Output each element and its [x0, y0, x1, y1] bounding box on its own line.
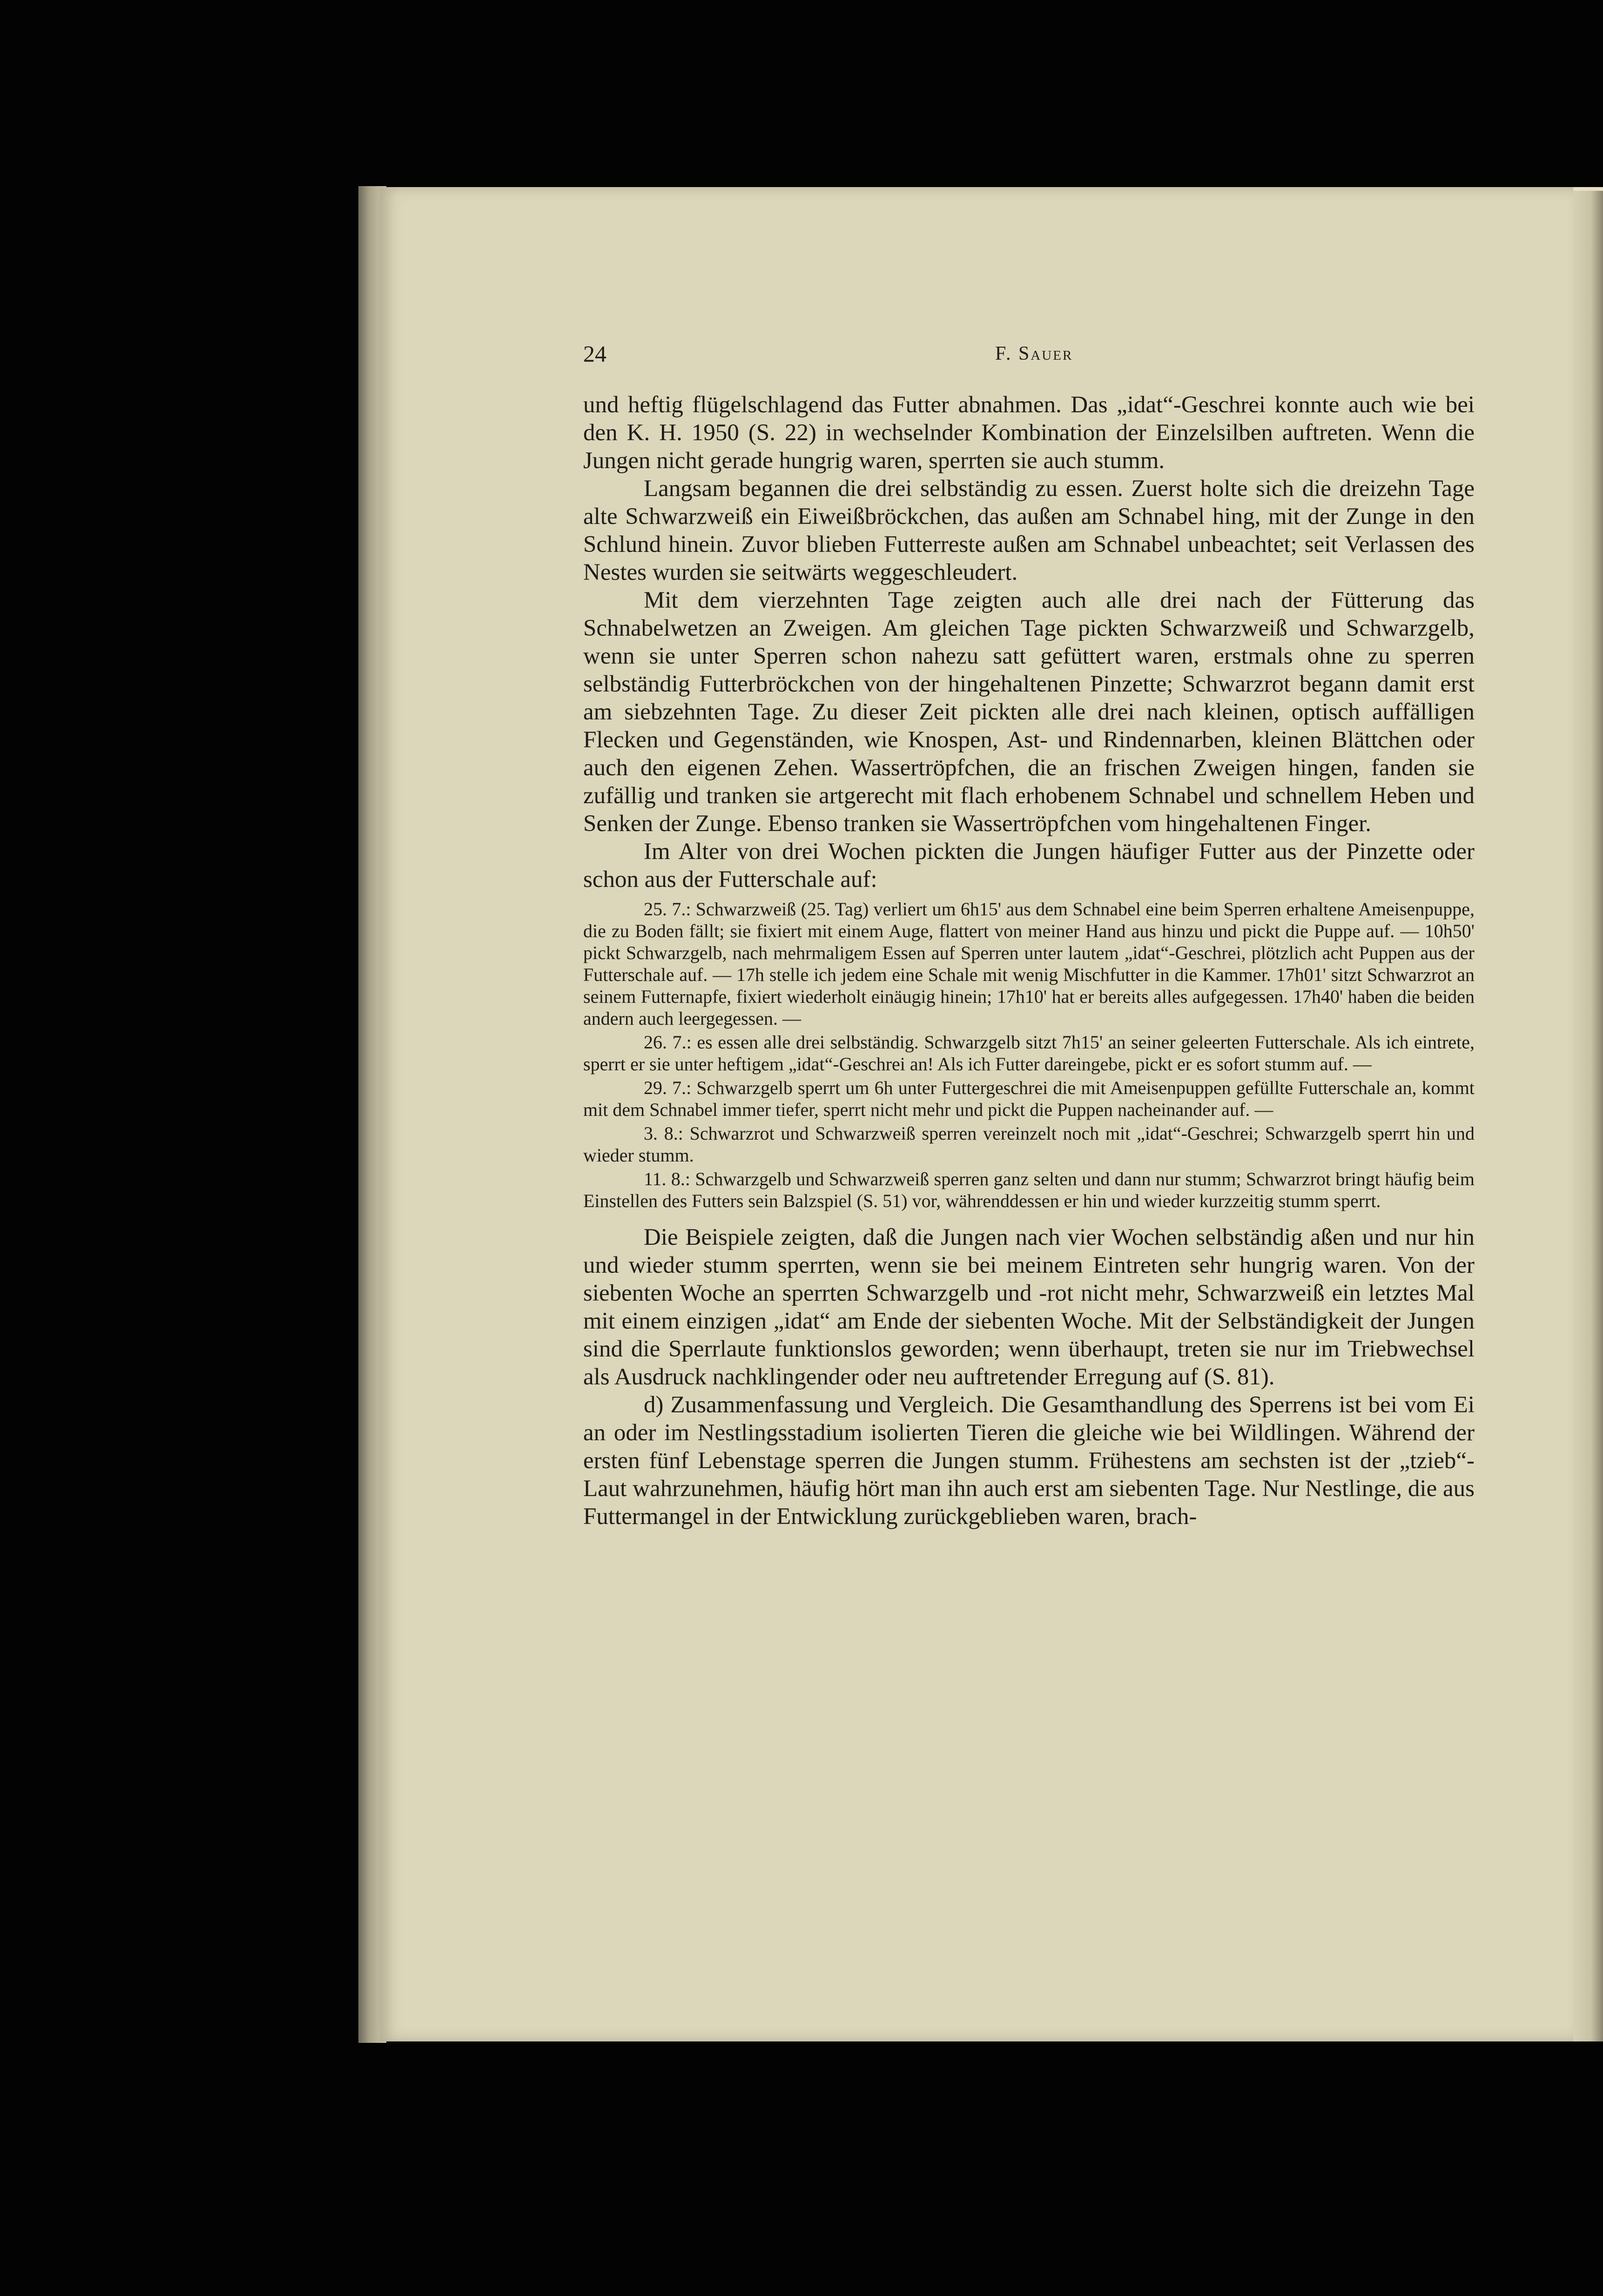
page-content: [583, 340, 1475, 1531]
running-head-author: [995, 340, 1073, 368]
paragraph: und heftig flügelschlagend das Futter abnahmen. Das „idat“-Geschrei konnte auch wie bei den K. H. 1950 (S. 22) in wechselnder Kombination der Einzelsilben auftreten. Wenn die Jungen nicht gerade hungrig waren, sperrten sie auch stumm.: [583, 392, 1475, 474]
paragraph: Im Alter von drei Wochen pickten die Jungen häufiger Futter aus der Pinzette oder schon aus der Futterschale auf:: [583, 839, 1475, 893]
paragraph: Die Beispiele zeigten, daß die Jungen nach vier Wochen selbständig aßen und nur hin und wieder stumm sperrten, wenn sie bei meinem Eintreten sehr hungrig waren. Von der siebenten Woche an sperrten Schwarzgelb und -rot nicht mehr, Schwarzweiß ein letztes Mal mit einem einzigen „idat“ am Ende der siebenten Woche. Mit der Selbständigkeit der Jungen sind die Sperrlaute funktionslos geworden; wenn überhaupt, treten sie nur im Triebwechsel als Ausdruck nachklingender oder neu auftretender Erregung auf (S. 81).: [583, 1224, 1475, 1390]
paragraph: d) Zusammenfassung und Vergleich. Die Gesamthandlung des Sperrens ist bei vom Ei an oder im Nestlingsstadium isolierten Tieren die gleiche wie bei Wildlingen. Während der ersten fünf Lebenstage sperren die Jungen stumm. Frühestens am sechsten ist der „tzieb“-Laut wahrzunehmen, häufig hört man ihn auch erst am siebenten Tage. Nur Nestlinge, die aus Futtermangel in der Entwicklung zurückgeblieben waren, brach-: [583, 1392, 1475, 1530]
paragraph: Langsam begannen die drei selbständig zu essen. Zuerst holte sich die dreizehn Tage alte Schwarzweiß ein Eiweißbröckchen, das außen am Schnabel hing, mit der Zunge in den Schlund hinein. Zuvor blieben Futterreste außen am Schnabel unbeachtet; seit Verlassen des Nestes wurden sie seitwärts weggeschleudert.: [583, 476, 1475, 585]
author-initial: F.: [995, 343, 1012, 364]
observation-notes: [583, 898, 1475, 1212]
running-header: [583, 340, 1475, 377]
page-number: 24: [583, 341, 606, 367]
page-edges: [1573, 187, 1603, 2041]
body-text-bottom: [583, 1223, 1475, 1531]
note-entry: 3. 8.: Schwarzrot und Schwarzweiß sperren vereinzelt noch mit „idat“-Geschrei; Schwarzgelb sperrt hin und wieder stumm.: [583, 1123, 1475, 1166]
note-entry: 11. 8.: Schwarzgelb und Schwarzweiß sperren ganz selten und dann nur stumm; Schwarzrot bringt häufig beim Einstellen des Futters sein Balzspiel (S. 51) vor, währenddessen er hin und wieder kurzzeitig stumm sperrt.: [583, 1168, 1475, 1211]
note-entry: 29. 7.: Schwarzgelb sperrt um 6h unter Futtergeschrei die mit Ameisenpuppen gefüllte Futterschale an, kommt mit dem Schnabel immer tiefer, sperrt nicht mehr und pickt die Puppen nacheinander auf. —: [583, 1077, 1475, 1120]
note-entry: 26. 7.: es essen alle drei selbständig. Schwarzgelb sitzt 7h15' an seiner geleerten Futterschale. Als ich eintrete, sperrt er sie unter heftigem „idat“-Geschrei an! Als ich Futter dareingebe, pickt er es sofort stumm auf. —: [583, 1032, 1475, 1074]
paragraph: Mit dem vierzehnten Tage zeigten auch alle drei nach der Fütterung das Schnabelwetzen an Zweigen. Am gleichen Tage pickten Schwarzweiß und Schwarzgelb, wenn sie unter Sperren schon nahezu satt gefüttert waren, erstmals ohne zu sperren selbständig Futterbröckchen von der hingehaltenen Pinzette; Schwarzrot begann damit erst am siebzehnten Tage. Zu dieser Zeit pickten alle drei nach kleinen, optisch auffälligen Flecken und Gegenständen, wie Knospen, Ast- und Rindennarben, kleinen Blättchen oder auch den eigenen Zehen. Wassertröpfchen, die an frischen Zweigen hingen, fanden sie zufällig und tranken sie artgerecht mit flach erhobenem Schnabel und schnellem Heben und Senken der Zunge. Ebenso tranken sie Wassertröpfchen vom hingehaltenen Finger.: [583, 587, 1475, 837]
author-surname: Sauer: [1018, 343, 1073, 364]
note-entry: 25. 7.: Schwarzweiß (25. Tag) verliert um 6h15' aus dem Schnabel eine beim Sperren erhaltene Ameisenpuppe, die zu Boden fällt; sie fixiert mit einem Auge, flattert von meiner Hand aus hinzu und pickt die Puppe auf. — 10h50' pickt Schwarzgelb, nach mehrmaligem Essen auf Sperren unter lautem „idat“-Geschrei, plötzlich acht Puppen aus der Futterschale auf. — 17h stelle ich jedem eine Schale mit wenig Mischfutter in die Kammer. 17h01' sitzt Schwarzrot an seinem Futternapfe, fixiert wiederholt einäugig hinein; 17h10' hat er bereits alles aufgegessen. 17h40' haben die beiden andern auch leergegessen. —: [583, 899, 1475, 1029]
body-text-top: [583, 391, 1475, 893]
page-edge-highlight: [1573, 187, 1603, 191]
